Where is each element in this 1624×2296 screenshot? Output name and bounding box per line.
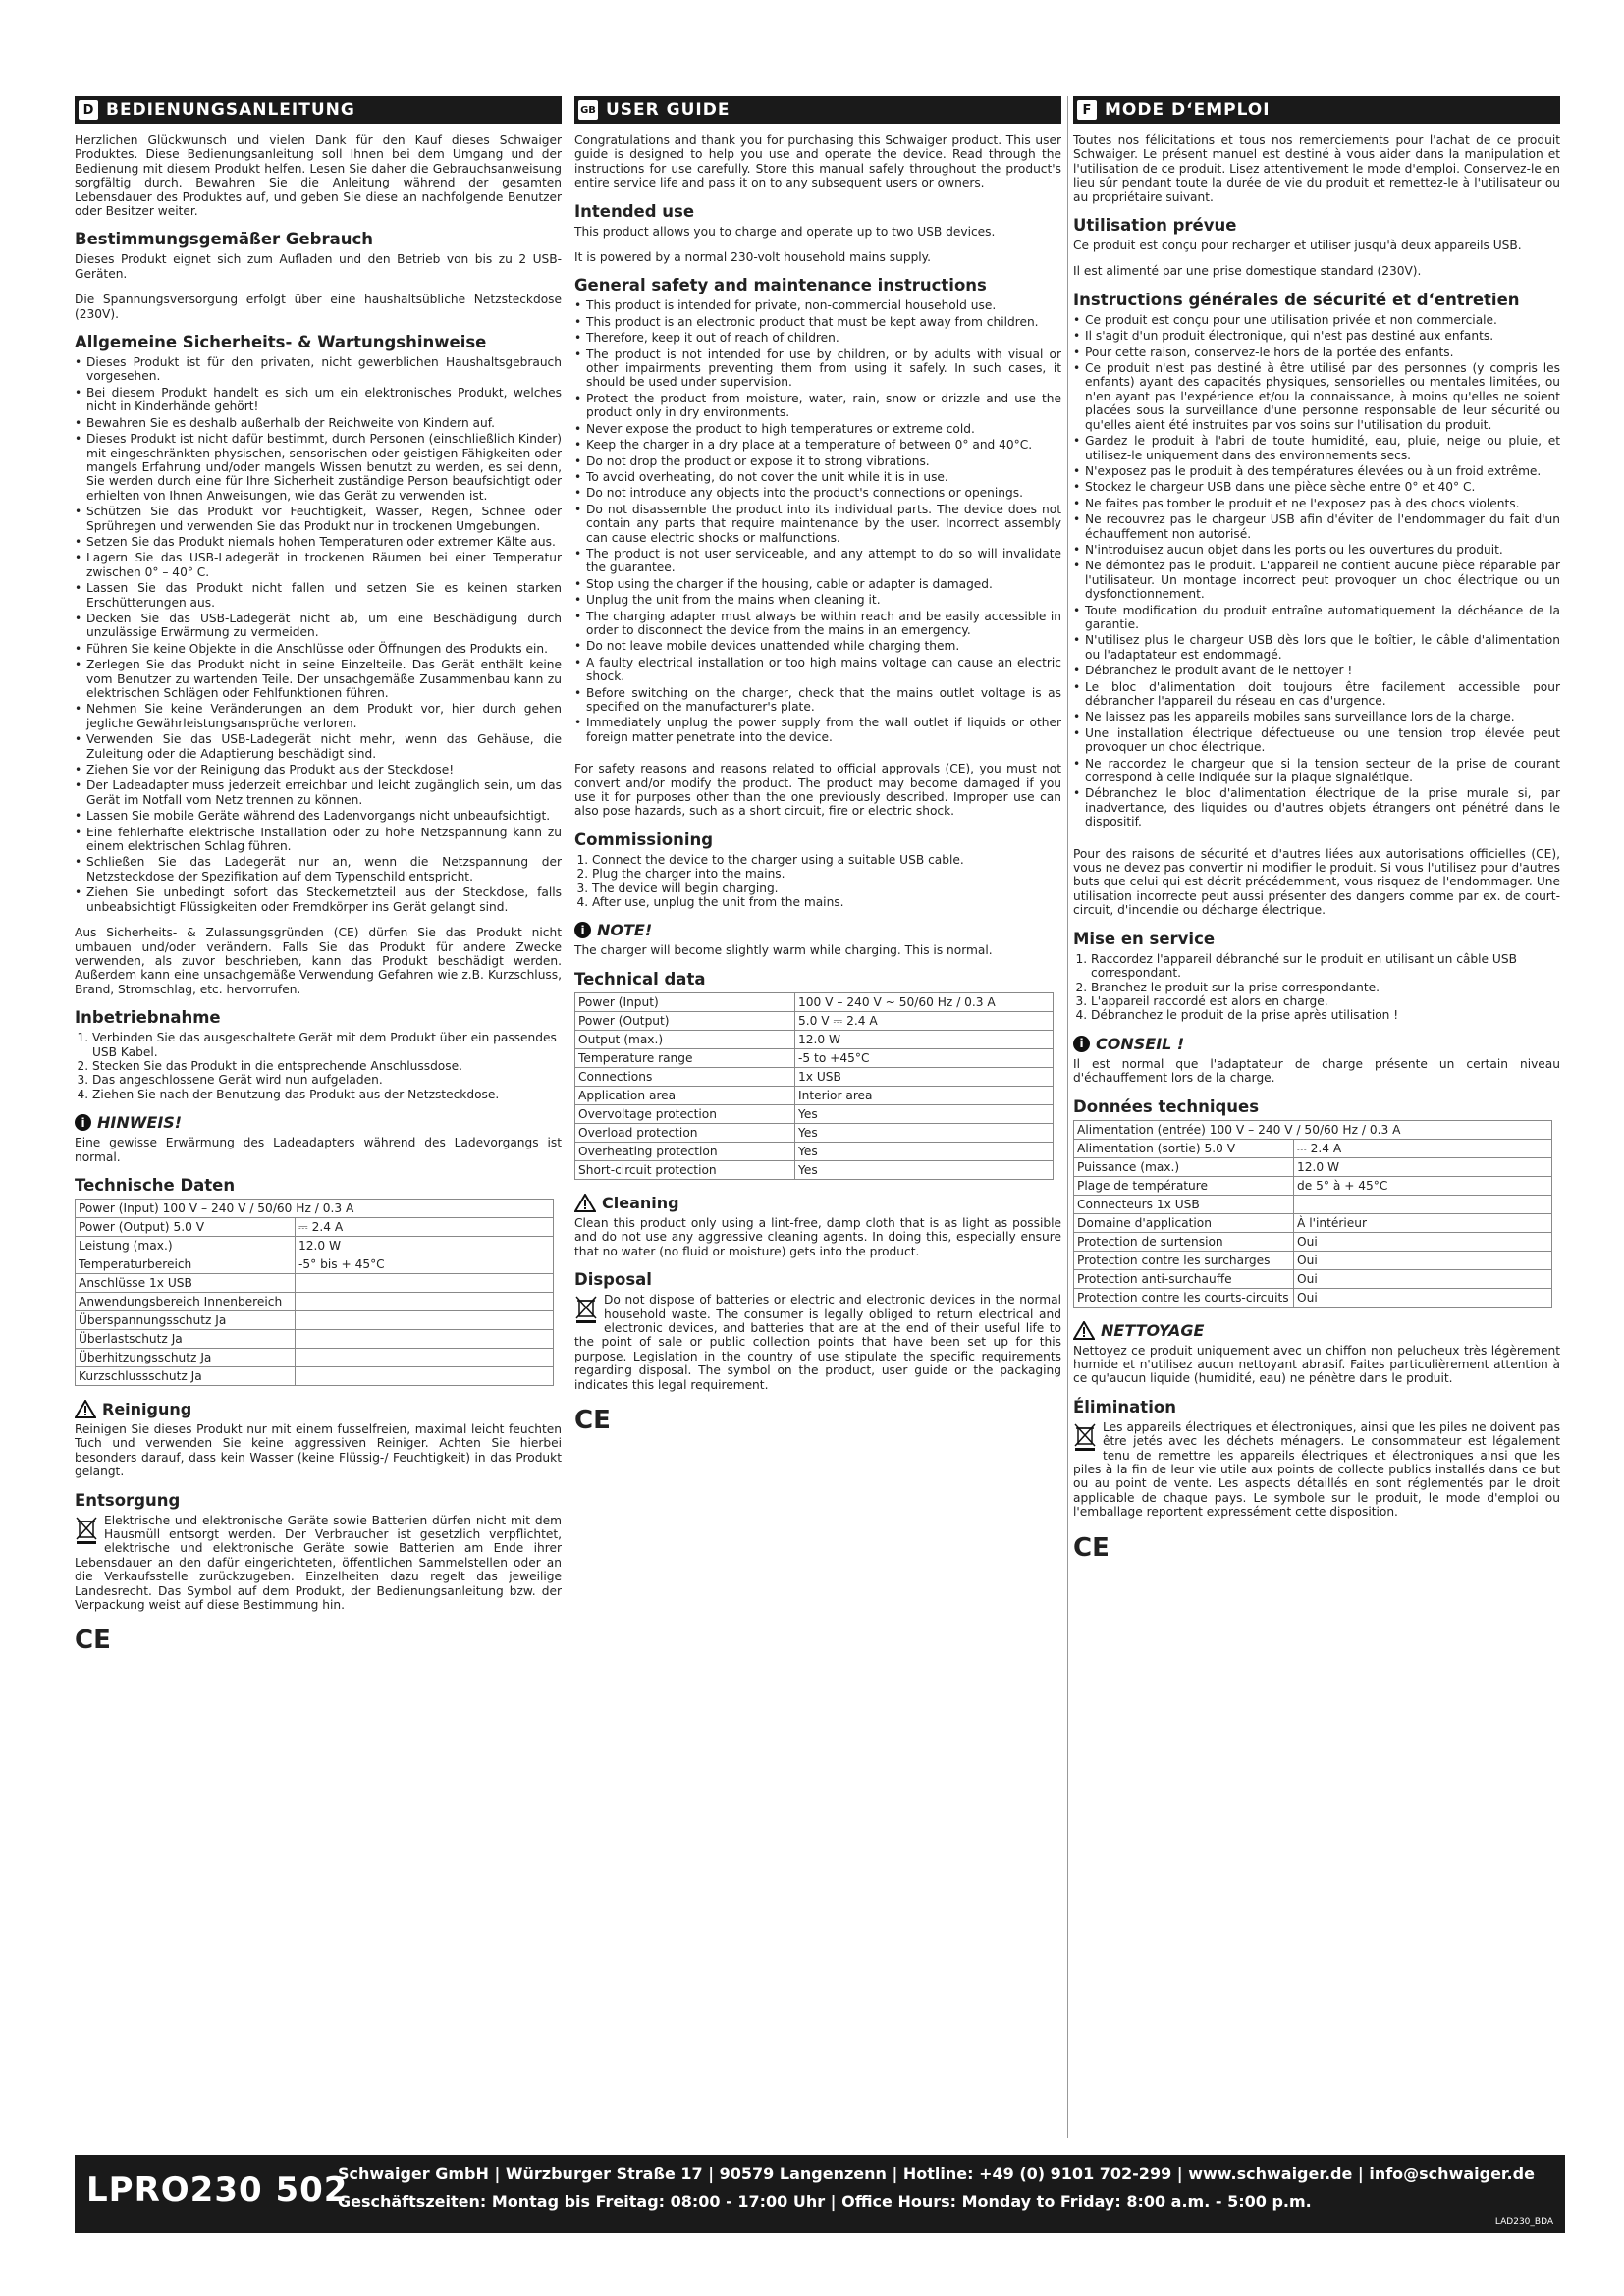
safety-item: • The charging adapter must always be within reach and be easily accessible in order to disconnect the device from the mains in an emergency.	[574, 610, 1061, 638]
warning-icon	[1073, 1321, 1095, 1340]
heading-technical-data: Technical data	[574, 969, 706, 988]
safety-item: • Setzen Sie das Produkt niemals hohen Temperaturen oder extremer Kälte aus.	[75, 535, 562, 549]
info-icon: i	[574, 922, 591, 938]
table-row	[575, 1104, 1054, 1123]
table-cell: Plage de température	[1074, 1176, 1294, 1195]
table-row	[575, 1030, 1054, 1048]
safety-item: • Lagern Sie das USB-Ladegerät in trockenen Räumen bei einer Temperatur zwischen 0° – 40° C.	[75, 551, 562, 579]
cleaning-text: Reinigen Sie dieses Produkt nur mit einem fusselfreien, maximal leicht feuchten Tuch und verwenden Sie keine aggressiven Reiniger. Achten Sie hierbei besonders darauf, dass kein Wasser (keine Flüssig-/ Feuchtigkeit) in das Produkt gelangt.	[75, 1421, 562, 1479]
safety-item: • The product is not intended for use by children, or by adults with visual or other impairments preventing them from using it safely. In such cases, it should be used under supervision.	[574, 347, 1061, 390]
table-cell: Yes	[795, 1142, 1054, 1160]
safety-item: • To avoid overheating, do not cover the unit while it is in use.	[574, 470, 1061, 484]
safety-item: • Ne démontez pas le produit. L'appareil ne contient aucune pièce réparable par l'utilisateur. Un montage incorrect peut provoquer un choc électrique ou un dysfonctionnement.	[1073, 559, 1560, 601]
step-item: 3. L'appareil raccordé est alors en charge.	[1091, 994, 1560, 1008]
table-cell: -5 to +45°C	[795, 1048, 1054, 1067]
column-french	[1073, 96, 1560, 1563]
warning-icon	[574, 1194, 596, 1212]
intended-use-text: Dieses Produkt eignet sich zum Aufladen und den Betrieb von bis zu 2 USB-Geräten.	[75, 252, 562, 281]
heading-safety: Allgemeine Sicherheits- & Wartungshinweise	[75, 333, 487, 352]
table-row	[575, 1011, 1054, 1030]
safety-item: • Toute modification du produit entraîne automatiquement la déchéance de la garantie.	[1073, 604, 1560, 632]
note-heading-label: HINWEIS!	[97, 1113, 183, 1133]
safety-item: • Débranchez le produit avant de le nettoyer !	[1073, 664, 1560, 677]
power-supply-text: Il est alimenté par une prise domestique standard (230V).	[1073, 264, 1422, 279]
disposal-text: Do not dispose of batteries or electric and electronic devices in the normal household waste. The consumer is legally obliged to return electrical and electronic devices, and batteries that are at the end of their useful life to the point of sale or public collection points that have been set up for this purpose. Legislation in the country of use stipulate the specific requirements regarding disposal. The symbol on the product, user guide or the packaging indicates this legal requirement.	[574, 1293, 1061, 1392]
table-cell: Oui	[1294, 1269, 1552, 1288]
heading-safety: Instructions générales de sécurité et d‘entretien	[1073, 290, 1520, 309]
step-item: 4. Débranchez le produit de la prise après utilisation !	[1091, 1008, 1560, 1022]
table-cell: Protection de surtension	[1074, 1232, 1294, 1251]
safety-item: • Schließen Sie das Ladegerät nur an, wenn die Netzspannung der Netzsteckdose der Spezifikation auf dem Typenschild entspricht.	[75, 855, 562, 883]
table-cell: Output (max.)	[575, 1030, 795, 1048]
safety-item: • Immediately unplug the power supply from the wall outlet if liquids or other foreign matter penetrate into the device.	[574, 716, 1061, 744]
safety-item: • Before switching on the charger, check that the mains outlet voltage is as specified on the manufacturer's plate.	[574, 686, 1061, 715]
table-cell: Interior area	[795, 1086, 1054, 1104]
step-item: 2. Plug the charger into the mains.	[592, 867, 1061, 881]
safety-item: • Dieses Produkt ist für den privaten, nicht gewerblichen Haushaltsgebrauch vorgesehen.	[75, 355, 562, 384]
table-cell: Yes	[795, 1123, 1054, 1142]
safety-item: • Lassen Sie das Produkt nicht fallen und setzen Sie es keinen starken Erschütterungen aus.	[75, 581, 562, 610]
company-contact: Schwaiger GmbH | Würzburger Straße 17 | 90579 Langenzenn | Hotline: +49 (0) 9101 702-299 | www.schwaiger.de | info@schwaiger.de	[338, 2164, 1535, 2183]
safety-item: • Ce produit est conçu pour une utilisation privée et non commerciale.	[1073, 313, 1560, 327]
safety-item: • A faulty electrical installation or too high mains voltage can cause an electric shock.	[574, 656, 1061, 684]
table-cell: Yes	[795, 1104, 1054, 1123]
safety-item: • Ziehen Sie unbedingt sofort das Steckernetzteil aus der Steckdose, falls unbeabsichtigt Flüssigkeiten oder Fremdkörper ins Gerät gelangt sind.	[75, 885, 562, 914]
table-row	[575, 992, 1054, 1011]
footer-bar	[75, 2155, 1565, 2233]
weee-bin-icon	[75, 1516, 98, 1545]
table-cell: Protection contre les courts-circuits	[1074, 1288, 1294, 1307]
table-cell: Domaine d'application	[1074, 1213, 1294, 1232]
step-item: 1. Raccordez l'appareil débranché sur le produit en utilisant un câble USB correspondant.	[1091, 952, 1560, 981]
safety-item: • Ne raccordez le chargeur que si la tension secteur de la prise de courant correspond à celle indiquée sur la plaque signalétique.	[1073, 757, 1560, 785]
language-badge: F	[1077, 100, 1097, 120]
safety-item: • Unplug the unit from the mains when cleaning it.	[574, 593, 1061, 607]
heading-intended-use: Utilisation prévue	[1073, 216, 1237, 236]
intro-text: Toutes nos félicitations et tous nos remerciements pour l'achat de ce produit Schwaiger. Le présent manuel est destiné à vous aider dans la manipulation et l'utilisation de ce produit. Lisez attentivement le mode d'emploi. Conservez-le en lieu sûr pendant toute la durée de vie du produit et remettez-le à l'utilisateur ou au propriétaire suivant.	[1073, 133, 1560, 204]
section-header-french	[1073, 96, 1560, 124]
table-cell: Anwendungsbereich Innenbereich	[76, 1292, 296, 1310]
table-cell: Overvoltage protection	[575, 1104, 795, 1123]
table-cell: Alimentation (sortie) 5.0 V	[1074, 1139, 1294, 1157]
safety-item: • Pour cette raison, conservez-le hors de la portée des enfants.	[1073, 346, 1560, 359]
table-row	[76, 1273, 554, 1292]
safety-list	[1073, 313, 1560, 829]
heading-intended-use: Intended use	[574, 201, 695, 221]
safety-item: • Therefore, keep it out of reach of children.	[574, 331, 1061, 345]
note-heading	[1073, 1035, 1560, 1053]
ce-mark: CE	[1073, 1532, 1110, 1563]
step-item: 3. Das angeschlossene Gerät wird nun aufgeladen.	[92, 1073, 562, 1087]
table-row	[76, 1348, 554, 1366]
table-cell: Protection anti-surchauffe	[1074, 1269, 1294, 1288]
ce-text: Pour des raisons de sécurité et d'autres liées aux autorisations officielles (CE), vous ne devez pas convertir ni modifier le produit. Si vous l'utilisez pour d'autres buts que celui qui est décrit précédemment, vous risquez de l'endommager. Une utilisation incorrecte peut aussi présenter des dangers comme par ex. de court-circuit, d'incendie ou décharge électrique.	[1073, 846, 1560, 918]
table-cell: Short-circuit protection	[575, 1160, 795, 1179]
disposal-text: Les appareils électriques et électroniques, ainsi que les piles ne doivent pas être jetés avec les déchets ménagers. Le consommateur est légalement tenu de remettre les appareils électriques et électroniques ainsi que les piles à la fin de leur vie utile aux points de collecte publics installés dans ce but ou au point de vente. Les aspects détaillés en sont réglementés par le droit applicable de chaque pays. Le symbole sur le produit, le mode d'emploi ou l'emballage reportent expressément cette disposition.	[1073, 1419, 1560, 1520]
heading-technical-data: Technische Daten	[75, 1175, 236, 1195]
safety-item: • Le bloc d'alimentation doit toujours être facilement accessible pour débrancher l'appareil du réseau en cas d'urgence.	[1073, 680, 1560, 709]
table-row	[1074, 1232, 1552, 1251]
table-row	[76, 1366, 554, 1385]
warning-icon	[75, 1400, 96, 1418]
cleaning-heading-label: NETTOYAGE	[1101, 1320, 1205, 1340]
power-supply-text: It is powered by a normal 230-volt household mains supply.	[574, 250, 932, 265]
heading-commissioning: Mise en service	[1073, 929, 1216, 948]
safety-item: • Schützen Sie das Produkt vor Feuchtigkeit, Wasser, Regen, Schnee oder Sprühregen und verwenden Sie das Produkt nur in trockenen Umgebungen.	[75, 505, 562, 533]
disposal-block	[1073, 1420, 1560, 1520]
safety-item: • Decken Sie das USB-Ladegerät nicht ab, um eine Beschädigung durch unzulässige Erwärmung zu vermeiden.	[75, 612, 562, 640]
safety-item: • Stockez le chargeur USB dans une pièce sèche entre 0° et 40° C.	[1073, 480, 1560, 494]
heading-technical-data: Données techniques	[1073, 1096, 1260, 1116]
note-heading	[75, 1113, 562, 1132]
safety-item: • Führen Sie keine Objekte in die Anschlüsse oder Öffnungen des Produkts ein.	[75, 642, 562, 656]
table-cell: Überspannungsschutz Ja	[76, 1310, 296, 1329]
table-row	[1074, 1195, 1552, 1213]
safety-item: • N'introduisez aucun objet dans les ports ou les ouvertures du produit.	[1073, 543, 1560, 557]
safety-item: • Bei diesem Produkt handelt es sich um ein elektronisches Produkt, welches nicht in Kinderhände gehört!	[75, 386, 562, 414]
safety-item: • Protect the product from moisture, water, rain, snow or drizzle and use the product only in dry environments.	[574, 392, 1061, 420]
ce-mark: CE	[574, 1405, 611, 1435]
table-row	[575, 1086, 1054, 1104]
safety-list	[574, 298, 1061, 744]
safety-item: • This product is an electronic product that must be kept away from children.	[574, 315, 1061, 329]
weee-bin-icon	[574, 1295, 598, 1324]
note-text: The charger will become slightly warm while charging. This is normal.	[574, 943, 993, 958]
cleaning-heading	[574, 1194, 1061, 1212]
table-cell	[296, 1273, 554, 1292]
table-row	[1074, 1157, 1552, 1176]
table-row	[1074, 1251, 1552, 1269]
safety-item: • Do not disassemble the product into its individual parts. The device does not contain any parts that require maintenance by the user. Incorrect assembly can cause electric shocks or malfunctions.	[574, 503, 1061, 545]
technical-data-table	[574, 992, 1054, 1180]
language-badge: D	[79, 100, 98, 120]
technical-data-table	[75, 1199, 554, 1386]
table-cell: Yes	[795, 1160, 1054, 1179]
note-heading-label: NOTE!	[597, 921, 653, 940]
intended-use-text: Ce produit est conçu pour recharger et utiliser jusqu'à deux appareils USB.	[1073, 239, 1522, 253]
disposal-block	[75, 1514, 562, 1613]
intended-use-text: This product allows you to charge and operate up to two USB devices.	[574, 224, 996, 239]
safety-item: • Ne recouvrez pas le chargeur USB afin d'éviter de l'endommager du fait d'un échauffement non autorisé.	[1073, 512, 1560, 541]
safety-item: • Do not leave mobile devices unattended while charging them.	[574, 639, 1061, 653]
table-cell	[296, 1292, 554, 1310]
table-cell: Kurzschlussschutz Ja	[76, 1366, 296, 1385]
power-supply-text: Die Spannungsversorgung erfolgt über eine haushaltsübliche Netzsteckdose (230V).	[75, 293, 562, 321]
safety-item: • Eine fehlerhafte elektrische Installation oder zu hohe Netzspannung kann zu einem elektrischen Schlag führen.	[75, 826, 562, 854]
table-cell: Connections	[575, 1067, 795, 1086]
note-text: Il est normal que l'adaptateur de charge présente un certain niveau d'échauffement lors de la charge.	[1073, 1056, 1560, 1086]
section-title: MODE D‘EMPLOI	[1105, 100, 1271, 120]
safety-item: • Keep the charger in a dry place at a temperature of between 0° and 40°C.	[574, 438, 1061, 452]
heading-disposal: Disposal	[574, 1270, 652, 1290]
ce-text: For safety reasons and reasons related to official approvals (CE), you must not convert and/or modify the product. The product may become damaged if you use it for purposes other than the one previously described. Improper use can also pose hazards, such as a short circuit, fire or electric shock.	[574, 762, 1061, 819]
table-cell: -5° bis + 45°C	[296, 1255, 554, 1273]
table-cell: Leistung (max.)	[76, 1236, 296, 1255]
table-cell: Anschlüsse 1x USB	[76, 1273, 296, 1292]
table-cell: 12.0 W	[296, 1236, 554, 1255]
heading-intended-use: Bestimmungsgemäßer Gebrauch	[75, 230, 374, 249]
column-divider	[1067, 96, 1068, 2138]
safety-item: • The product is not user serviceable, and any attempt to do so will invalidate the guarantee.	[574, 547, 1061, 575]
table-cell: Power (Output) 5.0 V	[76, 1217, 296, 1236]
safety-item: • Il s'agit d'un produit électronique, qui n'est pas destiné aux enfants.	[1073, 329, 1560, 343]
weee-bin-icon	[1073, 1422, 1097, 1452]
safety-item: • Gardez le produit à l'abri de toute humidité, eau, pluie, neige ou pluie, et utilisez-le uniquement dans des environnements secs.	[1073, 434, 1560, 462]
safety-item: • N'exposez pas le produit à des températures élevées ou à un froid extrême.	[1073, 464, 1560, 478]
table-row	[76, 1292, 554, 1310]
safety-item: • Ne laissez pas les appareils mobiles sans surveillance lors de la charge.	[1073, 710, 1560, 723]
table-cell: 1x USB	[795, 1067, 1054, 1086]
table-cell: ⎓ 2.4 A	[1294, 1139, 1552, 1157]
table-cell: Puissance (max.)	[1074, 1157, 1294, 1176]
cleaning-text: Nettoyez ce produit uniquement avec un chiffon non pelucheux très légèrement humide et n'utilisez aucun nettoyant abrasif. Faites particulièrement attention à ce qu'aucun liquide (humidité, eau) ne pénètre dans le produit.	[1073, 1343, 1560, 1386]
cleaning-text: Clean this product only using a lint-free, damp cloth that is as light as possible and do not use any aggressive cleaning agents. In doing this, especially ensure that no water (no fluid or moisture) gets into the product.	[574, 1215, 1061, 1258]
step-item: 1. Connect the device to the charger using a suitable USB cable.	[592, 853, 1061, 867]
safety-item: • Do not introduce any objects into the product's connections or openings.	[574, 486, 1061, 500]
ce-mark: CE	[75, 1626, 111, 1656]
table-cell: 12.0 W	[1294, 1157, 1552, 1176]
heading-disposal: Élimination	[1073, 1397, 1176, 1416]
section-header-german	[75, 96, 562, 124]
table-cell: À l'intérieur	[1294, 1213, 1552, 1232]
table-cell: de 5° à + 45°C	[1294, 1176, 1552, 1195]
disposal-text: Elektrische und elektronische Geräte sowie Batterien dürfen nicht mit dem Hausmüll entsorgt werden. Der Verbraucher ist gesetzlich verpflichtet, elektrische und elektronische Geräte sowie Batterien am Ende ihrer Lebensdauer an den dafür eingerichteten, öffentlichen Sammelstellen oder an die Verkaufsstelle zurückzugeben. Einzelheiten dazu regelt das jeweilige Landesrecht. Das Symbol auf dem Produkt, der Bedienungsanleitung bzw. der Verpackung weist auf diese Bestimmung hin.	[75, 1513, 562, 1613]
intro-text: Herzlichen Glückwunsch und vielen Dank für den Kauf dieses Schwaiger Produktes. Diese Bedienungsanleitung soll Ihnen bei dem Umgang und der Bedienung mit diesem Produkt helfen. Lesen Sie daher die Gebrauchsanweisung sorgfältig durch. Bewahren Sie die Anleitung während der gesamten Lebensdauer des Produktes auf, und geben Sie diese an nachfolgende Benutzer oder Besitzer weiter.	[75, 133, 562, 219]
step-item: 2. Stecken Sie das Produkt in die entsprechende Anschlussdose.	[92, 1059, 562, 1073]
info-icon: i	[75, 1114, 91, 1131]
table-cell: ⎓ 2.4 A	[296, 1217, 554, 1236]
document-id: LAD230_BDA	[1494, 2217, 1553, 2227]
heading-commissioning: Inbetriebnahme	[75, 1008, 221, 1028]
table-row	[1074, 1288, 1552, 1307]
safety-item: • Lassen Sie mobile Geräte während des Ladenvorgangs nicht unbeaufsichtigt.	[75, 809, 562, 823]
table-row	[1074, 1120, 1552, 1139]
table-cell	[296, 1348, 554, 1366]
safety-list	[75, 355, 562, 914]
table-cell: Oui	[1294, 1288, 1552, 1307]
cleaning-heading	[1073, 1321, 1560, 1340]
table-cell	[296, 1310, 554, 1329]
step-item: 4. Ziehen Sie nach der Benutzung das Produkt aus der Netzsteckdose.	[92, 1088, 562, 1101]
table-row	[575, 1048, 1054, 1067]
table-row	[76, 1199, 554, 1217]
model-number: LPRO230 502	[86, 2170, 349, 2210]
safety-item: • Zerlegen Sie das Produkt nicht in seine Einzelteile. Das Gerät enthält keine vom Benutzer zu wartenden Teile. Der unsachgemäße Zusammenbau kann zu elektrischen Schlägen oder Fehlfunktionen führen.	[75, 658, 562, 700]
table-cell: Alimentation (entrée) 100 V – 240 V / 50/60 Hz / 0.3 A	[1074, 1120, 1552, 1139]
table-cell: Overload protection	[575, 1123, 795, 1142]
cleaning-heading-label: Cleaning	[602, 1193, 679, 1212]
table-cell: Power (Input) 100 V – 240 V / 50/60 Hz / 0.3 A	[76, 1199, 554, 1217]
table-cell: Application area	[575, 1086, 795, 1104]
table-row	[1074, 1213, 1552, 1232]
table-row	[575, 1123, 1054, 1142]
section-title: USER GUIDE	[606, 100, 731, 120]
table-row	[1074, 1269, 1552, 1288]
cleaning-heading	[75, 1400, 562, 1418]
commissioning-steps	[574, 853, 1061, 910]
table-row	[76, 1236, 554, 1255]
table-cell: Connecteurs 1x USB	[1074, 1195, 1294, 1213]
safety-item: • Bewahren Sie es deshalb außerhalb der Reichweite von Kindern auf.	[75, 416, 562, 430]
table-cell: Überhitzungsschutz Ja	[76, 1348, 296, 1366]
intro-text: Congratulations and thank you for purchasing this Schwaiger product. This user guide is designed to help you use and operate the device. Read through the instructions for use carefully. Store this manual safely throughout the product's entire service life and pass it on to any subsequent users or owners.	[574, 133, 1061, 190]
info-icon: i	[1073, 1036, 1090, 1052]
section-title: BEDIENUNGSANLEITUNG	[106, 100, 355, 120]
safety-item: • Der Ladeadapter muss jederzeit erreichbar und leicht zugänglich sein, um das Gerät im Notfall vom Netz trennen zu können.	[75, 778, 562, 807]
column-english	[574, 96, 1061, 1435]
step-item: 2. Branchez le produit sur la prise correspondante.	[1091, 981, 1560, 994]
section-header-english	[574, 96, 1061, 124]
table-cell	[1294, 1195, 1552, 1213]
safety-item: • Ziehen Sie vor der Reinigung das Produkt aus der Steckdose!	[75, 763, 562, 776]
note-heading	[574, 921, 1061, 939]
safety-item: • Do not drop the product or expose it to strong vibrations.	[574, 454, 1061, 468]
safety-item: • Never expose the product to high temperatures or extreme cold.	[574, 422, 1061, 436]
table-row	[76, 1217, 554, 1236]
table-row	[76, 1255, 554, 1273]
table-cell: 100 V – 240 V ~ 50/60 Hz / 0.3 A	[795, 992, 1054, 1011]
table-cell: Oui	[1294, 1232, 1552, 1251]
safety-item: • Une installation électrique défectueuse ou une tension trop élevée peut provoquer un choc électrique.	[1073, 726, 1560, 755]
table-cell: Protection contre les surcharges	[1074, 1251, 1294, 1269]
step-item: 4. After use, unplug the unit from the mains.	[592, 895, 1061, 909]
safety-item: • Ne faites pas tomber le produit et ne l'exposez pas à des chocs violents.	[1073, 497, 1560, 510]
table-cell: Temperaturbereich	[76, 1255, 296, 1273]
heading-safety: General safety and maintenance instructions	[574, 276, 987, 295]
table-cell: 5.0 V ⎓ 2.4 A	[795, 1011, 1054, 1030]
table-row	[76, 1310, 554, 1329]
disposal-block	[574, 1293, 1061, 1392]
column-german	[75, 96, 562, 1655]
safety-item: • N'utilisez plus le chargeur USB dès lors que le boîtier, le câble d'alimentation ou l'adaptateur est endommagé.	[1073, 633, 1560, 662]
table-cell: Power (Input)	[575, 992, 795, 1011]
table-cell: Power (Output)	[575, 1011, 795, 1030]
table-row	[1074, 1176, 1552, 1195]
table-cell: 12.0 W	[795, 1030, 1054, 1048]
technical-data-table	[1073, 1120, 1552, 1308]
table-row	[575, 1160, 1054, 1179]
table-cell: Temperature range	[575, 1048, 795, 1067]
table-row	[1074, 1139, 1552, 1157]
table-row	[76, 1329, 554, 1348]
safety-item: • Verwenden Sie das USB-Ladegerät nicht mehr, wenn das Gehäuse, die Zuleitung oder die Adaptierung beschädigt sind.	[75, 732, 562, 761]
table-cell: Überlastschutz Ja	[76, 1329, 296, 1348]
heading-commissioning: Commissioning	[574, 829, 714, 849]
ce-text: Aus Sicherheits- & Zulassungsgründen (CE) dürfen Sie das Produkt nicht umbauen und/oder verändern. Falls Sie das Produkt für andere Zwecke verwenden, als zuvor beschrieben, kann das Produkt beschädigt werden. Außerdem kann eine unsachgemäße Verwendung Gefahren wie z.B. Kurzschluss, Brand, Stromschlag, etc. hervorrufen.	[75, 926, 562, 996]
heading-disposal: Entsorgung	[75, 1490, 181, 1510]
office-hours: Geschäftszeiten: Montag bis Freitag: 08:00 - 17:00 Uhr | Office Hours: Monday to Friday: 8:00 a.m. - 5:00 p.m.	[338, 2192, 1312, 2211]
table-row	[575, 1067, 1054, 1086]
note-heading-label: CONSEIL !	[1096, 1034, 1185, 1053]
safety-item: • Stop using the charger if the housing, cable or adapter is damaged.	[574, 577, 1061, 591]
safety-item: • Ce produit n'est pas destiné à être utilisé par des personnes (y compris les enfants) ayant des capacités physiques, sensorielles ou mentales limitées, ou n'en ayant pas l'expérience et/ou la connaissance, à moins qu'elles ne soient placées sous la surveillance d'une personne responsable de leur sécurité ou qu'elles aient été instruites par vos soins sur l'utilisation du produit.	[1073, 361, 1560, 432]
safety-item: • This product is intended for private, non-commercial household use.	[574, 298, 1061, 312]
table-cell: Overheating protection	[575, 1142, 795, 1160]
step-item: 3. The device will begin charging.	[592, 881, 1061, 895]
safety-item: • Nehmen Sie keine Veränderungen an dem Produkt vor, hier durch gehen jegliche Gewährleistungsansprüche verloren.	[75, 702, 562, 730]
table-row	[575, 1142, 1054, 1160]
cleaning-heading-label: Reinigung	[102, 1399, 192, 1418]
table-cell	[296, 1366, 554, 1385]
note-text: Eine gewisse Erwärmung des Ladeadapters während des Ladevorgangs ist normal.	[75, 1136, 562, 1164]
commissioning-steps	[1073, 952, 1560, 1023]
table-cell: Oui	[1294, 1251, 1552, 1269]
table-cell	[296, 1329, 554, 1348]
commissioning-steps	[75, 1031, 562, 1101]
safety-item: • Dieses Produkt ist nicht dafür bestimmt, durch Personen (einschließlich Kinder) mit eingeschränkten physischen, sensorischen oder geistigen Fähigkeiten oder mangels Erfahrung und/oder mangels Wissen benutzt zu werden, es sei denn, Sie werden durch eine für Ihre Sicherheit zuständige Person beaufsichtigt oder erhielten von Ihnen Anweisungen, wie das Gerät zu verwenden ist.	[75, 432, 562, 503]
language-badge: GB	[578, 100, 598, 120]
step-item: 1. Verbinden Sie das ausgeschaltete Gerät mit dem Produkt über ein passendes USB Kabel.	[92, 1031, 562, 1059]
safety-item: • Débranchez le bloc d'alimentation électrique de la prise murale si, par inadvertance, des liquides ou d'autres objets étrangers ont pénétré dans le dispositif.	[1073, 786, 1560, 828]
